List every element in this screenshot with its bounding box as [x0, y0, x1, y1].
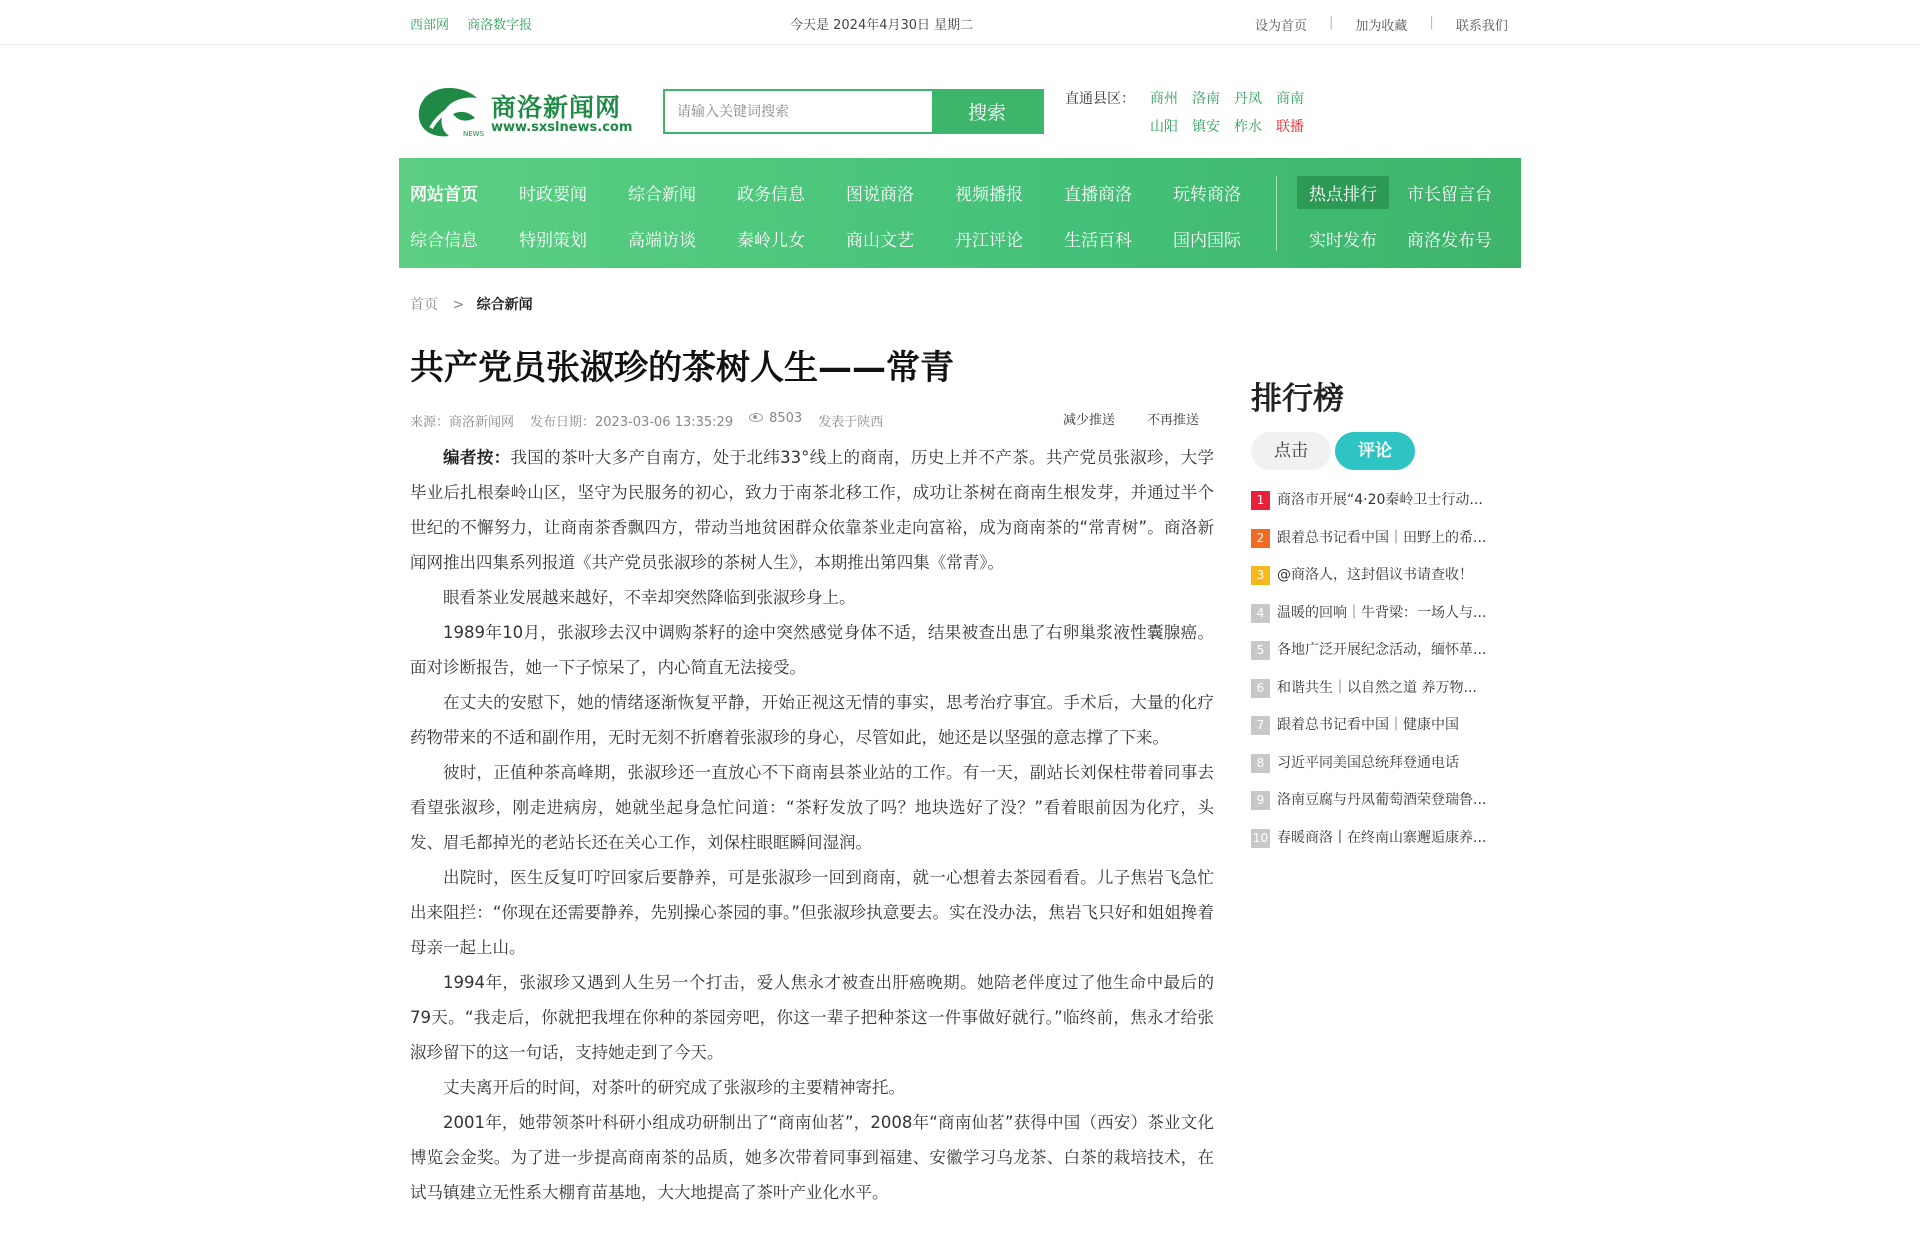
- nav-photo[interactable]: 图说商洛: [846, 185, 914, 205]
- current-date: 今天是 2024年4月30日 星期二: [790, 18, 974, 33]
- nav-general-news[interactable]: 综合新闻: [628, 185, 696, 205]
- nav-realtime[interactable]: 实时发布: [1309, 231, 1377, 251]
- rank-number: 7: [1251, 716, 1270, 735]
- rank-headline[interactable]: 洛南豆腐与丹凤葡萄酒荣登瑞鲁...: [1277, 792, 1487, 808]
- county-danfeng[interactable]: 丹凤: [1234, 91, 1262, 107]
- article-date: 发布日期：2023-03-06 13:35:29: [530, 415, 734, 430]
- rank-headline[interactable]: 春暖商洛丨在终南山寨邂逅康养...: [1277, 829, 1487, 846]
- ranking-list: [1251, 491, 1511, 866]
- article-paragraph: 彼时，正值种茶高峰期，张淑珍还一直放心不下商南县茶业站的工作。有一天，副站长刘保柱带着同事去看望张淑珍，刚走进病房，她就坐起身急忙问道：“茶籽发放了吗？地块选好了没？”看着眼前因为化疗，头发、眉毛都掉光的老站长还在关心工作，刘保柱眼眶瞬间湿润。: [410, 763, 1214, 852]
- paragraph-text: 我国的茶叶大多产自南方，处于北纬33°线上的商南，历史上并不产茶。共产党员张淑珍，大学毕业后扎根秦岭山区，坚守为民服务的初心，致力于南茶北移工作，成功让茶树在商南生根发芽，并通过半个世纪的不懈努力，让商南茶香飘四方，带动当地贫困群众依靠茶业走向富裕，成为商南茶的“常青树”。商洛新闻网推出四集系列报道《共产党员张淑珍的茶树人生》，本期推出第四集《常青》。: [410, 448, 1215, 572]
- nav-video[interactable]: 视频播报: [955, 185, 1023, 205]
- ranking-item[interactable]: [1251, 716, 1511, 754]
- nav-divider: [1276, 176, 1277, 251]
- top-bar: [0, 0, 1920, 45]
- nav-gov-info[interactable]: 政务信息: [737, 185, 805, 205]
- reduce-push-button[interactable]: 减少推送: [1063, 413, 1116, 428]
- rank-number: 10: [1251, 829, 1270, 848]
- nav-right-row-2: [1297, 222, 1510, 255]
- article-paragraph: 2001年，她带领茶叶科研小组成功研制出了“商南仙茗”，2008年“商南仙茗”获得中国（西安）茶业文化博览会金奖。为了进一步提高商南茶的品质，她多次带着同事到福建、安徽学习乌龙茶、白茶的栽培技术，在试马镇建立无性系大棚育苗基地，大大地提高了茶叶产业化水平。: [410, 1113, 1214, 1202]
- ranking-item[interactable]: [1251, 566, 1511, 604]
- breadcrumb-home[interactable]: 首页: [410, 297, 438, 313]
- search-input[interactable]: [665, 91, 932, 132]
- rank-number: 1: [1251, 491, 1270, 510]
- eye-icon: [749, 413, 763, 422]
- set-homepage-link[interactable]: 设为首页: [1255, 19, 1308, 34]
- article-paragraph: 丈夫离开后的时间，对茶叶的研究成了张淑珍的主要精神寄托。: [443, 1078, 905, 1097]
- rank-headline[interactable]: 习近平同美国总统拜登通电话: [1277, 754, 1459, 771]
- nav-hot-ranking[interactable]: 热点排行: [1297, 176, 1389, 209]
- nav-general-info[interactable]: 综合信息: [410, 231, 478, 251]
- article-views: [749, 411, 802, 430]
- article-paragraph: 1989年10月，张淑珍去汉中调购茶籽的途中突然感觉身体不适，结果被查出患了右卵巢浆液性囊腺癌。面对诊断报告，她一下子惊呆了，内心简直无法接受。: [410, 623, 1214, 677]
- nav-row-1: [410, 180, 1282, 205]
- editor-note-label: 编者按：: [443, 448, 511, 467]
- county-zhashui[interactable]: 柞水: [1234, 119, 1262, 135]
- article-paragraph: 出院时，医生反复叮咛回家后要静养，可是张淑珍一回到商南，就一心想着去茶园看看。儿子焦岩飞急忙出来阻拦：“你现在还需要静养，先别操心茶园的事。”但张淑珍执意要去。实在没办法，焦岩飞只好和姐姐搀着母亲一起上山。: [410, 868, 1214, 957]
- county-label: 直通县区：: [1065, 91, 1135, 107]
- nav-life[interactable]: 生活百科: [1064, 231, 1132, 251]
- nav-interview[interactable]: 高端访谈: [628, 231, 696, 251]
- breadcrumb-separator: >: [452, 297, 465, 313]
- county-zhenan[interactable]: 镇安: [1192, 119, 1220, 135]
- nav-arts[interactable]: 商山文艺: [846, 231, 914, 251]
- rank-number: 5: [1251, 641, 1270, 660]
- rank-number: 6: [1251, 679, 1270, 698]
- county-lianbo[interactable]: 联播: [1276, 119, 1304, 135]
- logo-name: 商洛新闻网: [491, 93, 622, 122]
- nav-play[interactable]: 玩转商洛: [1173, 185, 1241, 205]
- article-paragraph: 在丈夫的安慰下，她的情绪逐渐恢复平静，开始正视这无情的事实，思考治疗事宜。手术后，大量的化疗药物带来的不适和副作用，无时无刻不折磨着张淑珍的身心，尽管如此，她还是以坚强的意志撑了下来。: [410, 693, 1214, 747]
- logo-url: www.sxslnews.com: [491, 120, 633, 135]
- ranking-tabs: [1251, 432, 1419, 470]
- rank-headline[interactable]: 商洛市开展“4·20秦岭卫士行动...: [1277, 492, 1483, 508]
- breadcrumb: [410, 294, 533, 314]
- county-luonan[interactable]: 洛南: [1192, 91, 1220, 107]
- rank-number: 2: [1251, 529, 1270, 548]
- article-views-count: 8503: [769, 411, 803, 426]
- county-shanyang[interactable]: 山阳: [1150, 119, 1178, 135]
- top-links-left: [410, 14, 546, 33]
- logo-leaf-icon: [413, 84, 485, 140]
- ranking-item[interactable]: [1251, 754, 1511, 792]
- article-paragraph: 1994年，张淑珍又遇到人生另一个打击，爱人焦永才被查出肝癌晚期。她陪老伴度过了他生命中最后的79天。“我走后，你就把我埋在你种的茶园旁吧，你这一辈子把种茶这一件事做好就行。”临终前，焦永才给张淑珍留下的这一句话，支持她走到了今天。: [410, 973, 1214, 1062]
- separator: |: [1329, 15, 1334, 30]
- add-favorite-link[interactable]: 加为收藏: [1355, 19, 1408, 34]
- nav-domestic-intl[interactable]: 国内国际: [1173, 231, 1241, 251]
- article-paragraph: 眼看茶业发展越来越好，不幸却突然降临到张淑珍身上。: [443, 588, 856, 607]
- rank-headline[interactable]: 和谐共生｜以自然之道 养万物...: [1277, 679, 1477, 696]
- tab-comments[interactable]: 评论: [1335, 432, 1415, 470]
- nav-live[interactable]: 直播商洛: [1064, 185, 1132, 205]
- ranking-item[interactable]: [1251, 791, 1511, 829]
- county-row-1: [1150, 88, 1318, 108]
- top-links-right: [1255, 15, 1508, 34]
- nav-release[interactable]: 商洛发布号: [1407, 231, 1492, 251]
- county-shangnan[interactable]: 商南: [1276, 91, 1304, 107]
- county-row-2: [1150, 116, 1318, 136]
- nav-politics[interactable]: 时政要闻: [519, 185, 587, 205]
- ranking-item[interactable]: [1251, 641, 1511, 679]
- article-actions: [1063, 409, 1231, 428]
- nav-qinling[interactable]: 秦岭儿女: [737, 231, 805, 251]
- rank-headline[interactable]: 跟着总书记看中国｜健康中国: [1277, 717, 1459, 733]
- link-shangluo-digital-paper[interactable]: 商洛数字报: [467, 18, 533, 33]
- nav-home[interactable]: 网站首页: [410, 185, 478, 205]
- main-nav: [399, 158, 1521, 268]
- contact-us-link[interactable]: 联系我们: [1455, 19, 1508, 34]
- nav-row-2: [410, 226, 1282, 251]
- search-box: [663, 89, 1044, 134]
- ranking-item[interactable]: [1251, 491, 1511, 529]
- article-paragraph: [410, 440, 1214, 580]
- separator: |: [1429, 15, 1434, 30]
- rank-headline[interactable]: 温暖的回响｜牛背梁：一场人与...: [1277, 604, 1487, 621]
- nav-right-row-1: [1297, 176, 1510, 209]
- logo-badge: NEWS: [463, 130, 485, 138]
- ranking-item[interactable]: [1251, 604, 1511, 642]
- article-body: [410, 440, 1214, 1210]
- ranking-item[interactable]: [1251, 829, 1511, 867]
- site-logo[interactable]: [413, 82, 633, 142]
- nav-mayor-board[interactable]: 市长留言台: [1407, 185, 1492, 205]
- ranking-title: 排行榜: [1251, 381, 1344, 417]
- article-meta: [410, 411, 899, 430]
- nav-special[interactable]: 特别策划: [519, 231, 587, 251]
- breadcrumb-current[interactable]: 综合新闻: [476, 297, 533, 313]
- rank-number: 9: [1251, 791, 1270, 810]
- article-title: 共产党员张淑珍的茶树人生——常青: [410, 348, 954, 388]
- rank-number: 3: [1251, 566, 1270, 585]
- rank-number: 4: [1251, 604, 1270, 623]
- nav-commentary[interactable]: 丹江评论: [955, 231, 1023, 251]
- tab-clicks[interactable]: 点击: [1251, 432, 1331, 470]
- rank-headline[interactable]: 各地广泛开展纪念活动，缅怀革...: [1277, 642, 1487, 658]
- rank-headline[interactable]: 跟着总书记看中国｜田野上的希...: [1277, 529, 1487, 546]
- county-shangzhou[interactable]: 商州: [1150, 91, 1178, 107]
- rank-number: 8: [1251, 754, 1270, 773]
- stop-push-button[interactable]: 不再推送: [1147, 413, 1200, 428]
- rank-headline[interactable]: @商洛人，这封倡议书请查收！: [1277, 567, 1473, 583]
- article-location: 发表于陕西: [818, 415, 884, 430]
- ranking-item[interactable]: [1251, 529, 1511, 567]
- link-xibuwang[interactable]: 西部网: [410, 18, 450, 33]
- ranking-item[interactable]: [1251, 679, 1511, 717]
- search-button[interactable]: 搜索: [932, 91, 1042, 132]
- article-source: 来源：商洛新闻网: [410, 415, 515, 430]
